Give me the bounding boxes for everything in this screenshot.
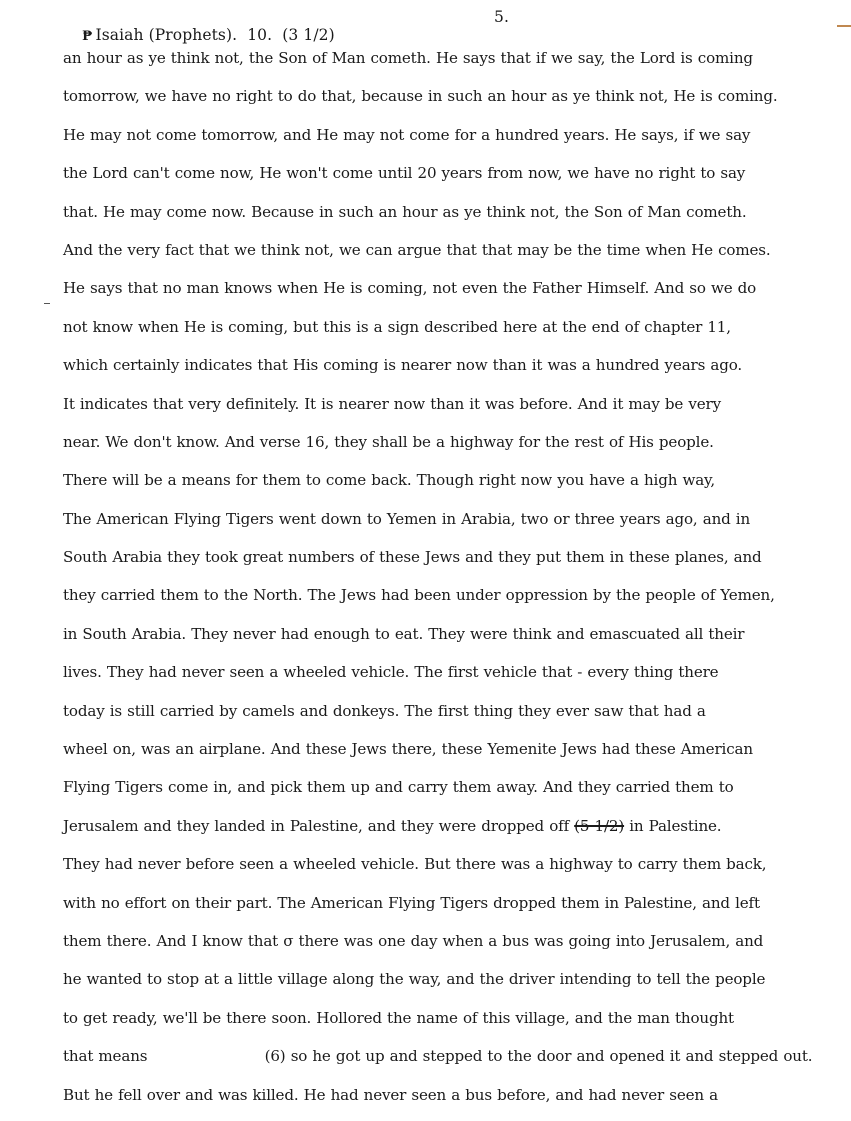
struck-out-text: (5 1/2) bbox=[574, 816, 625, 835]
text-line: They had never before seen a wheeled vehicle. But there was a highway to carry them back, bbox=[63, 855, 767, 874]
text-segment: that means bbox=[63, 1047, 148, 1066]
text-line: them there. And I know that σ there was one day when a bus was going into Jerusalem, and bbox=[63, 931, 764, 950]
text-line: with no effort on their part. The American Flying Tigers dropped them in Palestine, and left bbox=[63, 893, 760, 912]
text-line: The American Flying Tigers went down to Yemen in Arabia, two or three years ago, and in bbox=[63, 509, 751, 528]
text-line: that. He may come now. Because in such an hour as ye think not, the Son of Man cometh. bbox=[63, 202, 747, 221]
corner-mark bbox=[837, 25, 851, 27]
text-line: today is still carried by camels and donkeys. The first thing they ever saw that had a bbox=[63, 701, 706, 720]
text-line: not know when He is coming, but this is a sign described here at the end of chapter 11, bbox=[63, 317, 731, 336]
text-line: lives. They had never seen a wheeled vehicle. The first vehicle that - every thing there bbox=[63, 663, 719, 682]
text-line: He may not come tomorrow, and He may not come for a hundred years. He says, if we say bbox=[63, 125, 751, 144]
text-segment: (6) so he got up and stepped to the door and opened it and stepped out. bbox=[264, 1047, 813, 1066]
text-line: near. We don't know. And verse 16, they shall be a highway for the rest of His people. bbox=[63, 432, 714, 451]
header-mark: ₱ bbox=[82, 29, 93, 44]
text-line: He says that no man knows when He is coming, not even the Father Himself. And so we do bbox=[63, 279, 757, 298]
text-line: tomorrow, we have no right to do that, because in such an hour as ye think not, He is coming. bbox=[63, 87, 778, 106]
text-line: the Lord can't come now, He won't come until 20 years from now, we have no right to say bbox=[63, 164, 746, 183]
text-line bbox=[63, 1044, 848, 1082]
text-line: which certainly indicates that His coming is nearer now than it was a hundred years ago. bbox=[63, 356, 743, 375]
text-line: in South Arabia. They never had enough to eat. They were think and emascuated all their bbox=[63, 624, 745, 643]
text-line: Flying Tigers come in, and pick them up and carry them away. And they carried them to bbox=[63, 778, 734, 797]
text-line: to get ready, we'll be there soon. Hollored the name of this village, and the man thought bbox=[63, 1008, 734, 1027]
text-line: There will be a means for them to come back. Though right now you have a high way, bbox=[63, 471, 716, 490]
text-line: But he fell over and was killed. He had never seen a bus before, and had never seen a bbox=[63, 1085, 718, 1104]
header-title: Isaiah (Prophets). 10. (3 1/2) bbox=[95, 26, 335, 44]
text-line: he wanted to stop at a little village along the way, and the driver intending to tell the people bbox=[63, 970, 766, 989]
text-segment: in Palestine. bbox=[624, 816, 722, 835]
text-line: South Arabia they took great numbers of these Jews and they put them in these planes, and bbox=[63, 548, 762, 567]
body-text bbox=[63, 46, 851, 1121]
text-line: And the very fact that we think not, we can argue that that may be the time when He comes. bbox=[63, 240, 771, 259]
margin-mark bbox=[44, 303, 50, 304]
text-line: an hour as ye think not, the Son of Man cometh. He says that if we say, the Lord is coming bbox=[63, 49, 753, 67]
text-segment: Jerusalem and they landed in Palestine, and they were dropped off bbox=[63, 816, 575, 835]
text-line: wheel on, was an airplane. And these Jews there, these Yemenite Jews had these American bbox=[63, 740, 753, 759]
text-line bbox=[63, 814, 848, 852]
text-line: It indicates that very definitely. It is nearer now than it was before. And it may be very bbox=[63, 394, 721, 413]
text-line: they carried them to the North. The Jews had been under oppression by the people of Yemen, bbox=[63, 586, 775, 605]
page-number: 5. bbox=[494, 8, 509, 26]
